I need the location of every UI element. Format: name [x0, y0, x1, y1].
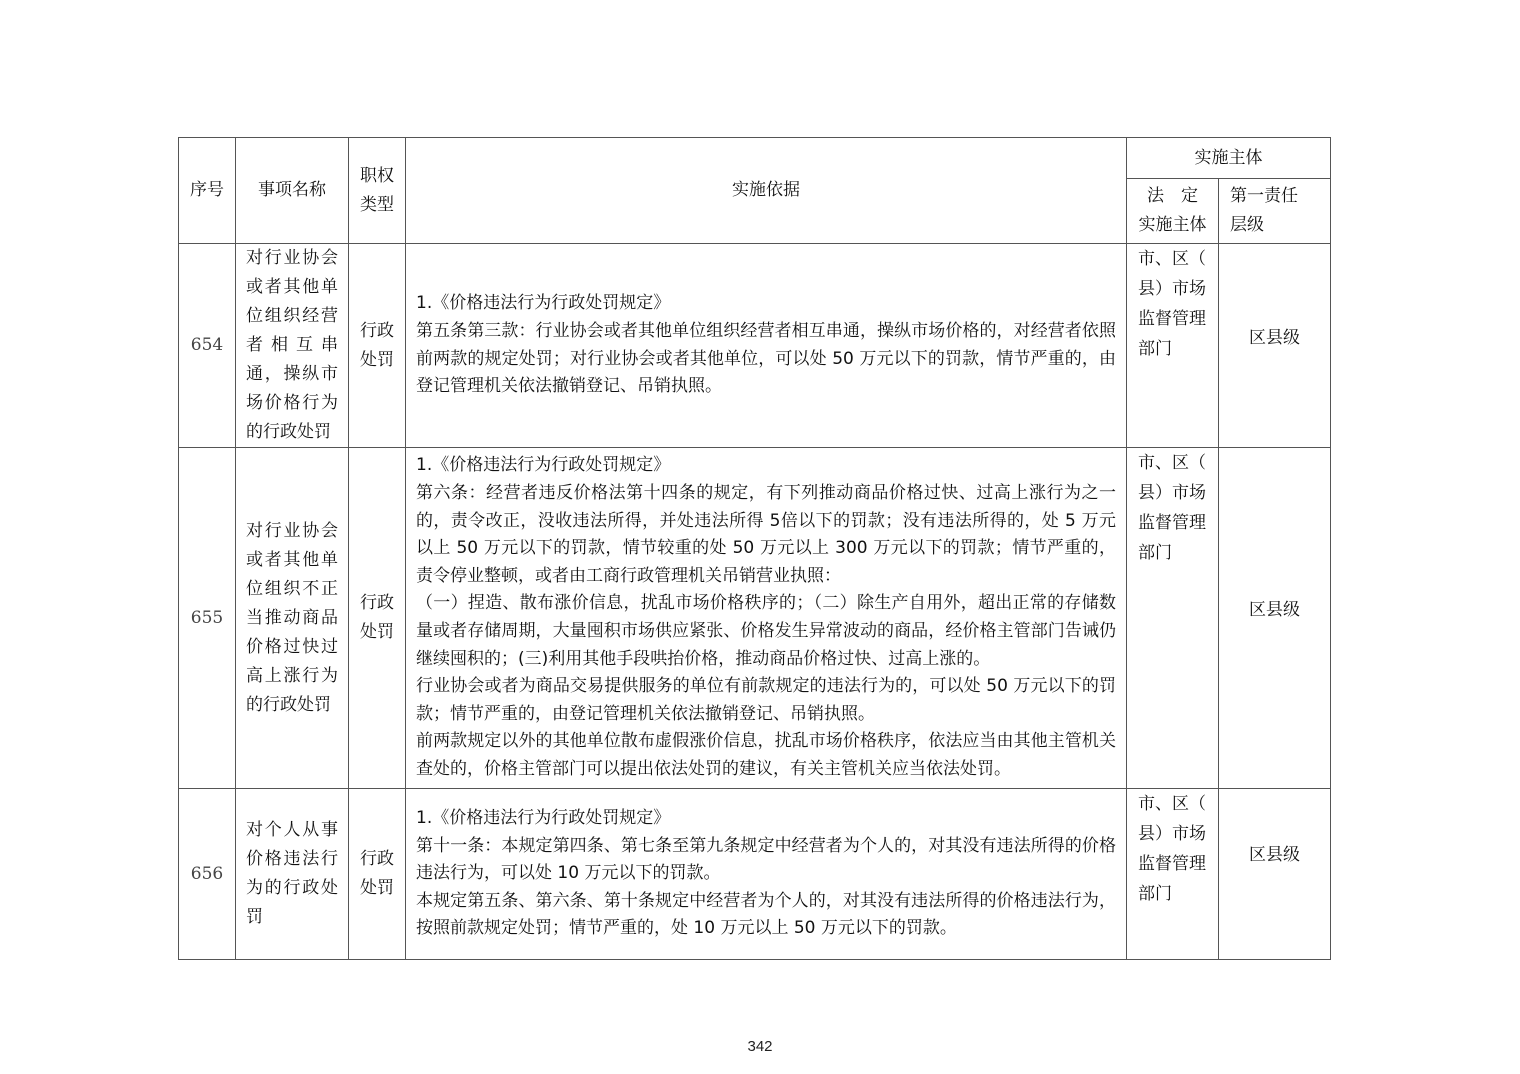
power-type-line: 处罚: [360, 878, 394, 898]
row-power-type: [349, 789, 406, 960]
item-name-line: 位组织不正: [246, 578, 338, 599]
item-name-line: 对个人从事: [246, 820, 338, 840]
legal-implementer-line: 市、区（: [1138, 794, 1206, 814]
item-name-line: 或者其他单: [246, 277, 338, 297]
header-item-name: 事项名称: [236, 138, 349, 244]
row-responsible-level: [1219, 244, 1331, 448]
item-name-line: 当推动商品: [246, 607, 338, 628]
row-seq: 655: [179, 448, 236, 789]
basis-paragraph: 1.《价格违法行为行政处罚规定》: [416, 808, 671, 829]
basis-paragraph: 本规定第五条、第六条、第十条规定中经营者为个人的，对其没有违法所得的价格违法行为，按照前款规定处罚；情节严重的，处 10 万元以上 50 万元以下的罚款。: [416, 890, 1116, 939]
row-item-name: [236, 789, 349, 960]
basis-paragraph: （一）捏造、散布涨价信息，扰乱市场价格秩序的；（二）除生产自用外，超出正常的存储数量或者存储周期，大量囤积市场供应紧张、价格发生异常波动的商品，经价格主管部门告诫仍继续囤积的；(三)利用其他手段哄抬价格，推动商品价格过快、过高上涨的。: [416, 593, 1116, 669]
item-name-line: 的行政处罚: [246, 694, 331, 715]
legal-implementer-line: 监督管理: [1138, 309, 1206, 329]
row-basis: [406, 244, 1127, 448]
legal-implementer-line: 市、区（: [1138, 249, 1206, 269]
responsible-level-text: 区县级: [1249, 845, 1300, 865]
power-type-line: 处罚: [360, 349, 394, 370]
item-name-line: 罚: [246, 907, 263, 927]
item-name-line: 高上涨行为: [246, 665, 338, 686]
legal-implementer-line: 部门: [1138, 884, 1172, 904]
item-name-line: 价格违法行: [246, 849, 338, 869]
row-basis: [406, 789, 1127, 960]
basis-paragraph: 1.《价格违法行为行政处罚规定》: [416, 293, 671, 314]
legal-implementer-line: 市、区（: [1138, 453, 1206, 473]
row-basis: [406, 448, 1127, 789]
row-seq: 656: [179, 789, 236, 960]
legal-implementer-line: 县）市场: [1138, 279, 1206, 299]
row-responsible-level: [1219, 448, 1331, 789]
row-power-type: [349, 448, 406, 789]
basis-paragraph: 第六条：经营者违反价格法第十四条的规定，有下列推动商品价格过快、过高上涨行为之一的，责令改正，没收违法所得，并处违法所得 5倍以下的罚款；没有违法所得的，处 5 万元以上 50 万元以下的罚款，情节较重的处 50 万元以上 300 万元以下的罚款；情节严重的，责令停业整顿，或者由工商行政管理机关吊销营业执照：: [416, 483, 1116, 586]
header-basis: 实施依据: [406, 138, 1127, 244]
item-name-line: 者 相 互 串: [246, 335, 338, 355]
row-seq: 654: [179, 244, 236, 448]
responsible-level-text: 区县级: [1249, 600, 1300, 620]
power-type-line: 行政: [360, 593, 394, 613]
row-power-type: [349, 244, 406, 448]
table-row: [179, 244, 1331, 448]
item-name-line: 位组织经营: [246, 306, 338, 326]
legal-implementer-line: 县）市场: [1138, 483, 1206, 503]
legal-implementer-line: 部门: [1138, 339, 1172, 359]
responsible-level-text: 区县级: [1249, 328, 1300, 348]
item-name-line: 场价格行为: [246, 393, 338, 413]
power-type-line: 行政: [360, 849, 394, 869]
table-row: [179, 448, 1331, 789]
legal-implementer-line: 监督管理: [1138, 854, 1206, 874]
item-name-line: 或者其他单: [246, 549, 338, 570]
item-name-line: 通，操纵市: [246, 364, 338, 384]
header-power-type: 职权类型: [349, 138, 406, 244]
page-number: 342: [747, 1038, 773, 1055]
basis-paragraph: 第十一条：本规定第四条、第七条至第九条规定中经营者为个人的，对其没有违法所得的价格违法行为，可以处 10 万元以下的罚款。: [416, 835, 1116, 884]
row-item-name: [236, 244, 349, 448]
header-seq: 序号: [179, 138, 236, 244]
basis-paragraph: 1.《价格违法行为行政处罚规定》: [416, 455, 671, 476]
item-name-line: 的行政处罚: [246, 422, 331, 442]
basis-paragraph: 第五条第三款：行业协会或者其他单位组织经营者相互串通，操纵市场价格的，对经营者依照前两款的规定处罚；对行业协会或者其他单位，可以处 50 万元以下的罚款，情节严重的，由登记管理机关依法撤销登记、吊销执照。: [416, 320, 1116, 397]
table-row: [179, 789, 1331, 960]
item-name-line: 对行业协会: [246, 248, 338, 268]
row-legal-implementer: [1127, 448, 1219, 789]
header-first-responsible-level: 第一责任层级: [1219, 179, 1331, 244]
row-legal-implementer: [1127, 244, 1219, 448]
enforcement-items-table: [178, 137, 1331, 960]
header-implementer: 实施主体: [1127, 138, 1331, 179]
item-name-line: 对行业协会: [246, 520, 338, 541]
legal-implementer-line: 监督管理: [1138, 513, 1206, 533]
row-legal-implementer: [1127, 789, 1219, 960]
power-type-line: 行政: [360, 320, 394, 341]
legal-implementer-line: 县）市场: [1138, 824, 1206, 844]
power-type-line: 处罚: [360, 622, 394, 642]
item-name-line: 为的行政处: [246, 878, 338, 898]
row-responsible-level: [1219, 789, 1331, 960]
row-item-name: [236, 448, 349, 789]
item-name-line: 价格过快过: [246, 636, 338, 657]
basis-paragraph: 行业协会或者为商品交易提供服务的单位有前款规定的违法行为的，可以处 50 万元以下的罚款；情节严重的，由登记管理机关依法撤销登记、吊销执照。: [416, 676, 1116, 724]
header-legal-implementer: 法 定 实施主体: [1127, 179, 1219, 244]
legal-implementer-line: 部门: [1138, 543, 1172, 563]
basis-paragraph: 前两款规定以外的其他单位散布虚假涨价信息，扰乱市场价格秩序，依法应当由其他主管机关查处的，价格主管部门可以提出依法处罚的建议，有关主管机关应当依法处罚。: [416, 731, 1116, 779]
